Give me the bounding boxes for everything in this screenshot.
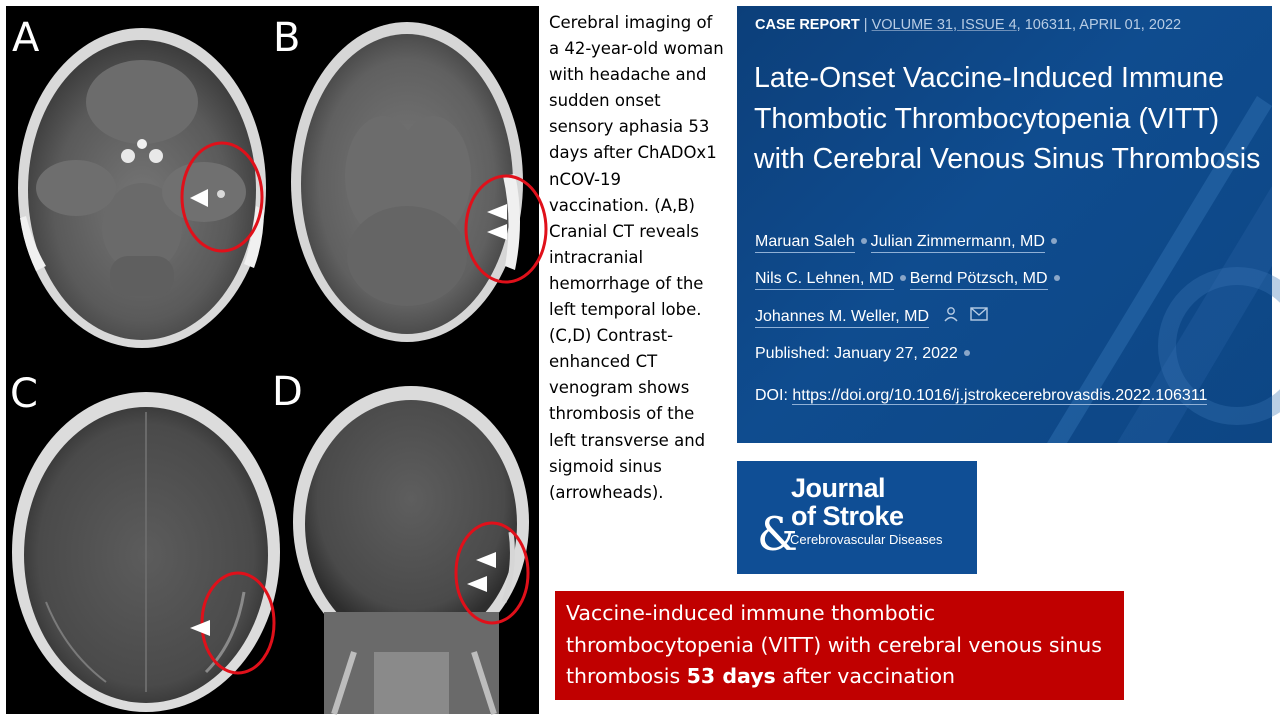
ct-image-a [6, 6, 273, 352]
author-link[interactable]: Julian Zimmermann, MD [871, 233, 1045, 253]
author-link[interactable]: Bernd Pötzsch, MD [910, 270, 1048, 290]
citation-rest: , 106311, APRIL 01, 2022 [1016, 17, 1182, 33]
volume-issue-link[interactable]: VOLUME 31, ISSUE 4 [871, 17, 1017, 33]
summary-banner [555, 591, 1124, 700]
ct-scan-panel-c [6, 352, 284, 714]
journal-logo-line2: of Stroke [791, 501, 904, 531]
panel-label-b: B [273, 15, 301, 61]
author-link[interactable]: Maruan Saleh [755, 233, 855, 253]
ct-image-c [6, 352, 284, 714]
published-date: January 27, 2022 [834, 345, 958, 362]
person-icon[interactable] [943, 306, 959, 327]
journal-logo [737, 461, 977, 574]
journal-logo-line1: Journal [791, 473, 886, 503]
author-link[interactable]: Johannes M. Weller, MD [755, 308, 929, 328]
ct-image-d [284, 352, 539, 714]
author-row-1 [755, 233, 1061, 251]
panel-label-c: C [10, 371, 38, 417]
separator-dot [1051, 238, 1057, 244]
separator-dot [900, 275, 906, 281]
journal-logo-ampersand: & [757, 507, 798, 561]
mail-icon[interactable] [970, 307, 988, 326]
author-link[interactable]: Nils C. Lehnen, MD [755, 270, 894, 290]
banner-text: Vaccine-induced immune thombotic thrombocytopenia (VITT) with cerebral venous sinus thrombosis [566, 601, 1102, 688]
banner-text-end: after vaccination [775, 664, 956, 688]
article-header-card [737, 6, 1272, 443]
figure-caption: Cerebral imaging of a 42-year-old woman with headache and sudden onset sensory aphasia 53 days after ChADOx1 nCOV-19 vaccination. (A,B) Cranial CT reveals intracranial hemorrhage of the left temporal lobe. (C,D) Contrast-enhanced CT venogram shows thrombosis of the left transverse and sigmoid sinus (arrowheads). [549, 13, 724, 502]
separator-dot [861, 238, 867, 244]
separator-dot [964, 350, 970, 356]
ct-scan-panel-a [6, 6, 273, 352]
doi-label: DOI: [755, 387, 788, 404]
author-row-2 [755, 270, 1064, 288]
published-line [755, 345, 974, 363]
article-title: Late-Onset Vaccine-Induced Immune Thombotic Thrombocytopenia (VITT) with Cerebral Venous Sinus Thrombosis [754, 62, 1261, 175]
ct-image-b [273, 6, 539, 352]
ct-scan-panel-d [272, 352, 539, 714]
doi-link[interactable]: https://doi.org/10.1016/j.jstrokecerebrovasdis.2022.106311 [792, 387, 1208, 404]
journal-logo-line3: Cerebrovascular Diseases [790, 532, 943, 547]
separator: | [863, 17, 868, 33]
author-row-3 [755, 306, 988, 327]
published-label: Published: [755, 345, 830, 362]
doi-line [755, 384, 1260, 408]
section-label: CASE REPORT [755, 17, 860, 33]
panel-label-a: A [12, 15, 40, 61]
ct-scan-panel-b [273, 6, 539, 352]
banner-highlight: 53 days [686, 664, 776, 688]
panel-label-d: D [272, 369, 303, 415]
citation-line [755, 17, 1181, 33]
separator-dot [1054, 275, 1060, 281]
